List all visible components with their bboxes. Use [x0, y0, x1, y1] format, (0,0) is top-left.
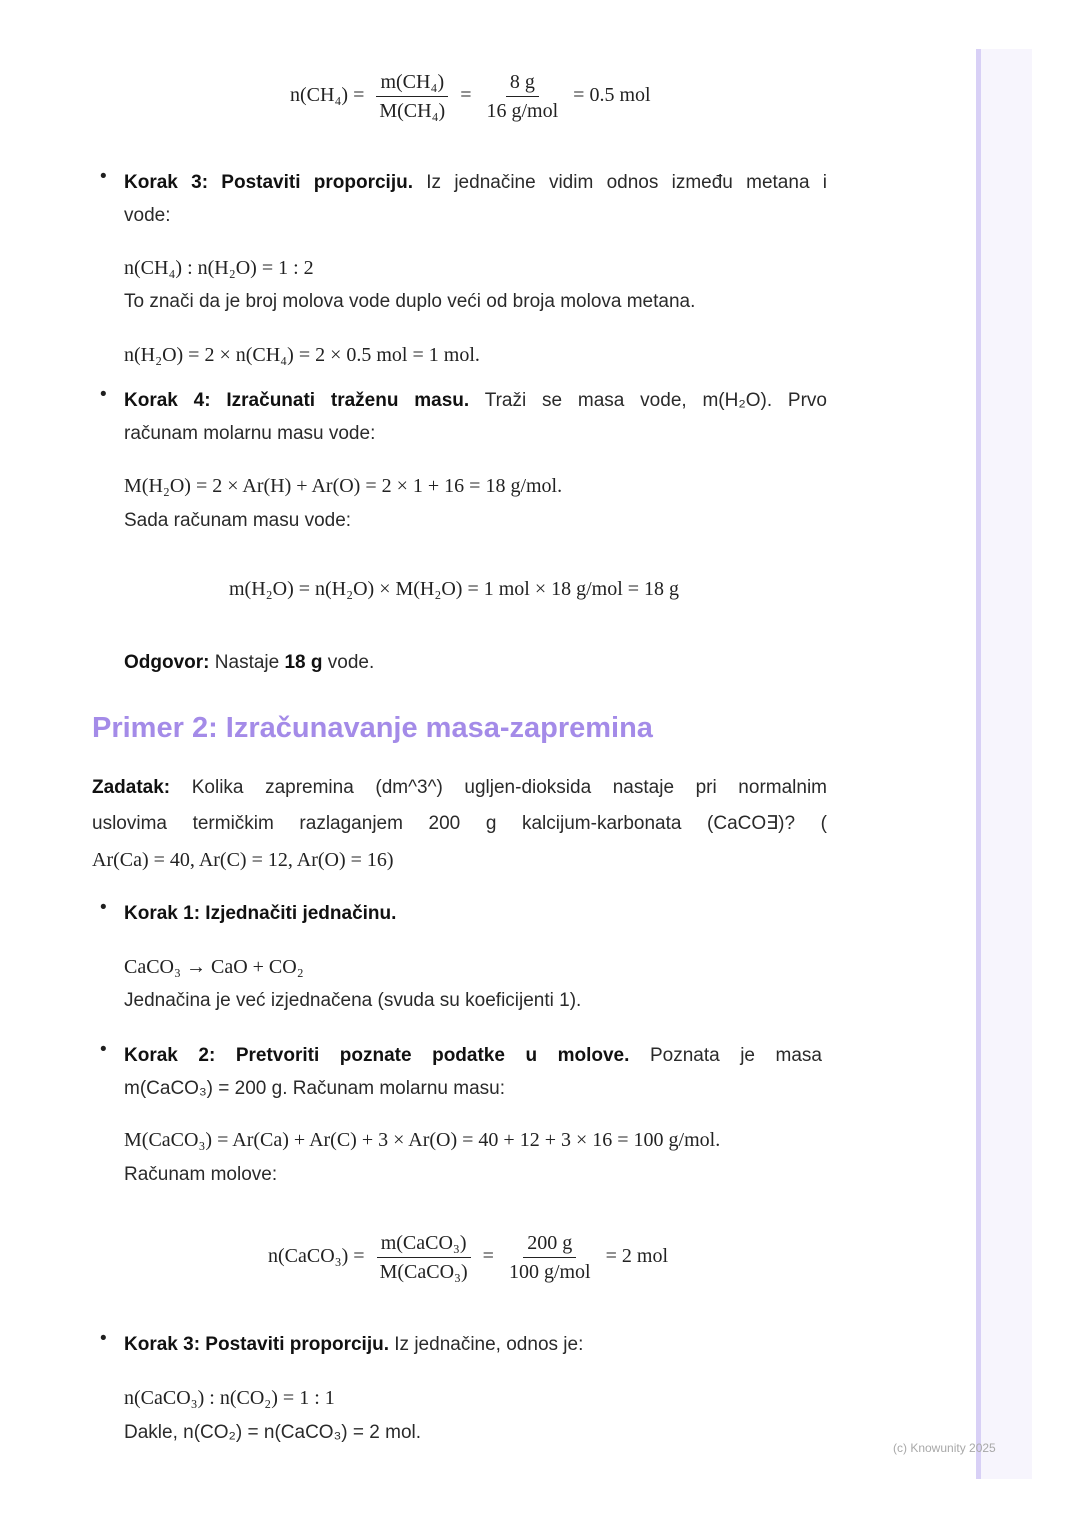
mass-h2o-equation: m(H₂O) = n(H₂O) × M(H₂O) = 1 mol × 18 g/mol = 18 g — [229, 578, 680, 600]
bullet-icon: • — [100, 897, 107, 918]
reaction-equation: CaCO₃ → CaO + CO₂ — [124, 956, 304, 978]
side-accent-bar — [976, 49, 981, 1479]
list-item-step4: • Korak 4: Izračunati traženu masu. Traži se masa vode, m(H₂O). Prvo računam molarnu masu vode: — [100, 384, 828, 444]
list-item-s2-step3: • Korak 3: Postaviti proporciju. Iz jednačine, odnos je: — [100, 1328, 584, 1355]
equation-n-caco3: n(CaCO₃) = $\frac{\text{m(CaCO₃)}}{\text{M(CaCO₃)}}$ = $\frac{200 g}{\text{100 g/mol}}$ = 2 mol — [268, 1232, 669, 1283]
list-item-s2-step1: • Korak 1: Izjednačiti jednačinu. — [100, 897, 397, 924]
equation-n-ch4: n(CH₄) = $\frac{\text{m(CH₄)}}{\text{M(CH₄)}}$ = $\frac{8 g}{\text{16 g/mol}}$ = 0.5 mol — [290, 71, 651, 122]
section-heading: Primer 2: Izračunavanje masa-zapremina — [92, 712, 653, 744]
conclusion: Dakle, n(CO₂) = n(CaCO₃) = 2 mol. — [124, 1422, 422, 1443]
list-item-step3: • Korak 3: Postaviti proporciju. Iz jednačine vidim odnos između metana i vode: — [100, 166, 828, 226]
ratio-caco3-co2: n(CaCO₃) : n(CO₂) = 1 : 1 — [124, 1387, 335, 1409]
bullet-icon: • — [100, 384, 107, 405]
bullet-icon: • — [100, 1039, 107, 1060]
list-item-s2-step2: • Korak 2: Pretvoriti poznate podatke u molove. Poznata je masa m(CaCO₃) = 200 g. Računam molarnu masu: — [100, 1039, 822, 1099]
molar-mass-h2o: M(H₂O) = 2 × Ar(H) + Ar(O) = 2 × 1 + 16 = 18 g/mol. — [124, 475, 563, 497]
side-panel — [976, 49, 1032, 1479]
explanation: To znači da je broj molova vode duplo veći od broja molova metana. — [124, 291, 696, 312]
molar-mass-caco3: M(CaCO₃) = Ar(Ca) + Ar(C) + 3 × Ar(O) = 40 + 12 + 3 × 16 = 100 g/mol. — [124, 1129, 721, 1151]
answer: Odgovor: Nastaje 18 g vode. — [124, 652, 375, 673]
calc-n-h2o: n(H₂O) = 2 × n(CH₄) = 2 × 0.5 mol = 1 mol. — [124, 344, 480, 366]
bullet-icon: • — [100, 166, 107, 187]
bullet-icon: • — [100, 1328, 107, 1349]
task-text: Zadatak: Kolika zapremina (dm^3^) ugljen-dioksida nastaje pri normalnim uslovima termičkim razlaganjem 200 g kalcijum-karbonata (CaCO∃)? ( Ar(Ca) = 40, Ar(C) = 12, Ar(O) = 16) — [92, 777, 827, 871]
copyright-footer: (c) Knowunity 2025 — [893, 1441, 996, 1455]
ratio-ch4-h2o: n(CH₄) : n(H₂O) = 1 : 2 — [124, 257, 314, 279]
